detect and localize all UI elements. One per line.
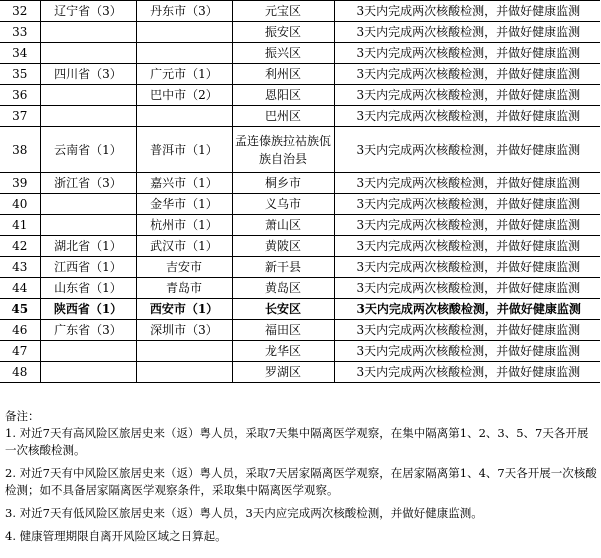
table-row (0, 299, 600, 320)
cell-no: 40 (0, 194, 40, 215)
cell-measure: 3天内完成两次核酸检测，并做好健康监测 (334, 1, 600, 22)
cell-measure: 3天内完成两次核酸检测，并做好健康监测 (334, 127, 600, 173)
cell-district: 义乌市 (232, 194, 334, 215)
table-row (0, 278, 600, 299)
table-row (0, 236, 600, 257)
notes-list (5, 425, 597, 545)
cell-province: 山东省（1） (40, 278, 136, 299)
cell-no: 45 (0, 299, 40, 320)
cell-district: 长安区 (232, 299, 334, 320)
note-item: 3. 对近7天有低风险区旅居史来（返）粤人员，3天内应完成两次核酸检测，并做好健康监测。 (5, 506, 483, 520)
cell-no: 33 (0, 22, 40, 43)
cell-city: 深圳市（3） (136, 320, 232, 341)
cell-measure: 3天内完成两次核酸检测，并做好健康监测 (334, 362, 600, 383)
cell-measure: 3天内完成两次核酸检测，并做好健康监测 (334, 194, 600, 215)
cell-city (136, 43, 232, 64)
table-row (0, 362, 600, 383)
cell-city: 武汉市（1） (136, 236, 232, 257)
cell-no: 36 (0, 85, 40, 106)
cell-province: 广东省（3） (40, 320, 136, 341)
cell-city: 丹东市（3） (136, 1, 232, 22)
table-row (0, 320, 600, 341)
cell-district: 福田区 (232, 320, 334, 341)
cell-province (40, 341, 136, 362)
cell-no: 46 (0, 320, 40, 341)
cell-city: 吉安市 (136, 257, 232, 278)
cell-district: 振安区 (232, 22, 334, 43)
cell-no: 37 (0, 106, 40, 127)
table-row (0, 194, 600, 215)
cell-province: 江西省（1） (40, 257, 136, 278)
table-row (0, 215, 600, 236)
table-body (0, 1, 600, 383)
cell-no: 47 (0, 341, 40, 362)
cell-measure: 3天内完成两次核酸检测，并做好健康监测 (334, 257, 600, 278)
cell-district: 孟连傣族拉祜族佤族自治县 (232, 127, 334, 173)
cell-district: 振兴区 (232, 43, 334, 64)
notes-section (5, 408, 597, 545)
cell-measure: 3天内完成两次核酸检测，并做好健康监测 (334, 64, 600, 85)
cell-city (136, 341, 232, 362)
cell-district: 元宝区 (232, 1, 334, 22)
note-item: 1. 对近7天有高风险区旅居史来（返）粤人员，采取7天集中隔离医学观察，在集中隔离第1、2、3、5、7天各开展一次核酸检测。 (5, 426, 589, 457)
note-item: 2. 对近7天有中风险区旅居史来（返）粤人员，采取7天居家隔离医学观察，在居家隔离第1、4、7天各开展一次核酸检测；如不具备居家隔离医学观察条件，采取集中隔离医学观察。 (5, 466, 597, 497)
cell-measure: 3天内完成两次核酸检测，并做好健康监测 (334, 173, 600, 194)
cell-province: 四川省（3） (40, 64, 136, 85)
cell-province: 浙江省（3） (40, 173, 136, 194)
cell-no: 32 (0, 1, 40, 22)
cell-district: 新干县 (232, 257, 334, 278)
cell-district: 罗湖区 (232, 362, 334, 383)
cell-province (40, 362, 136, 383)
cell-measure: 3天内完成两次核酸检测，并做好健康监测 (334, 106, 600, 127)
cell-measure: 3天内完成两次核酸检测，并做好健康监测 (334, 320, 600, 341)
cell-province (40, 43, 136, 64)
cell-measure: 3天内完成两次核酸检测，并做好健康监测 (334, 43, 600, 64)
cell-city: 西安市（1） (136, 299, 232, 320)
cell-district: 龙华区 (232, 341, 334, 362)
cell-district: 桐乡市 (232, 173, 334, 194)
cell-city: 杭州市（1） (136, 215, 232, 236)
cell-city (136, 106, 232, 127)
cell-province (40, 106, 136, 127)
cell-measure: 3天内完成两次核酸检测，并做好健康监测 (334, 215, 600, 236)
table-row (0, 106, 600, 127)
cell-measure: 3天内完成两次核酸检测，并做好健康监测 (334, 341, 600, 362)
cell-province: 陕西省（1） (40, 299, 136, 320)
cell-no: 34 (0, 43, 40, 64)
cell-no: 44 (0, 278, 40, 299)
cell-province: 云南省（1） (40, 127, 136, 173)
cell-province: 湖北省（1） (40, 236, 136, 257)
cell-measure: 3天内完成两次核酸检测，并做好健康监测 (334, 299, 600, 320)
table-row (0, 64, 600, 85)
cell-district: 萧山区 (232, 215, 334, 236)
cell-measure: 3天内完成两次核酸检测，并做好健康监测 (334, 236, 600, 257)
table-row (0, 22, 600, 43)
cell-province (40, 85, 136, 106)
cell-measure: 3天内完成两次核酸检测，并做好健康监测 (334, 85, 600, 106)
table-row (0, 257, 600, 278)
note-item: 4. 健康管理期限自离开风险区域之日算起。 (5, 529, 227, 543)
cell-city: 青岛市 (136, 278, 232, 299)
table-row (0, 85, 600, 106)
cell-no: 39 (0, 173, 40, 194)
cell-measure: 3天内完成两次核酸检测，并做好健康监测 (334, 22, 600, 43)
cell-district: 恩阳区 (232, 85, 334, 106)
cell-city: 广元市（1） (136, 64, 232, 85)
cell-city: 巴中市（2） (136, 85, 232, 106)
cell-province: 辽宁省（3） (40, 1, 136, 22)
cell-district: 巴州区 (232, 106, 334, 127)
cell-city (136, 362, 232, 383)
cell-district: 黄岛区 (232, 278, 334, 299)
table-row (0, 173, 600, 194)
cell-city: 普洱市（1） (136, 127, 232, 173)
cell-district: 利州区 (232, 64, 334, 85)
cell-province (40, 22, 136, 43)
table-row (0, 43, 600, 64)
cell-city: 金华市（1） (136, 194, 232, 215)
cell-no: 42 (0, 236, 40, 257)
cell-city (136, 22, 232, 43)
table-row (0, 1, 600, 22)
table-row (0, 127, 600, 173)
cell-no: 38 (0, 127, 40, 173)
table-row (0, 341, 600, 362)
notes-title: 备注： (5, 409, 40, 423)
cell-no: 48 (0, 362, 40, 383)
cell-no: 43 (0, 257, 40, 278)
cell-district: 黄陂区 (232, 236, 334, 257)
cell-no: 35 (0, 64, 40, 85)
cell-no: 41 (0, 215, 40, 236)
cell-city: 嘉兴市（1） (136, 173, 232, 194)
cell-province (40, 215, 136, 236)
cell-measure: 3天内完成两次核酸检测，并做好健康监测 (334, 278, 600, 299)
cell-province (40, 194, 136, 215)
